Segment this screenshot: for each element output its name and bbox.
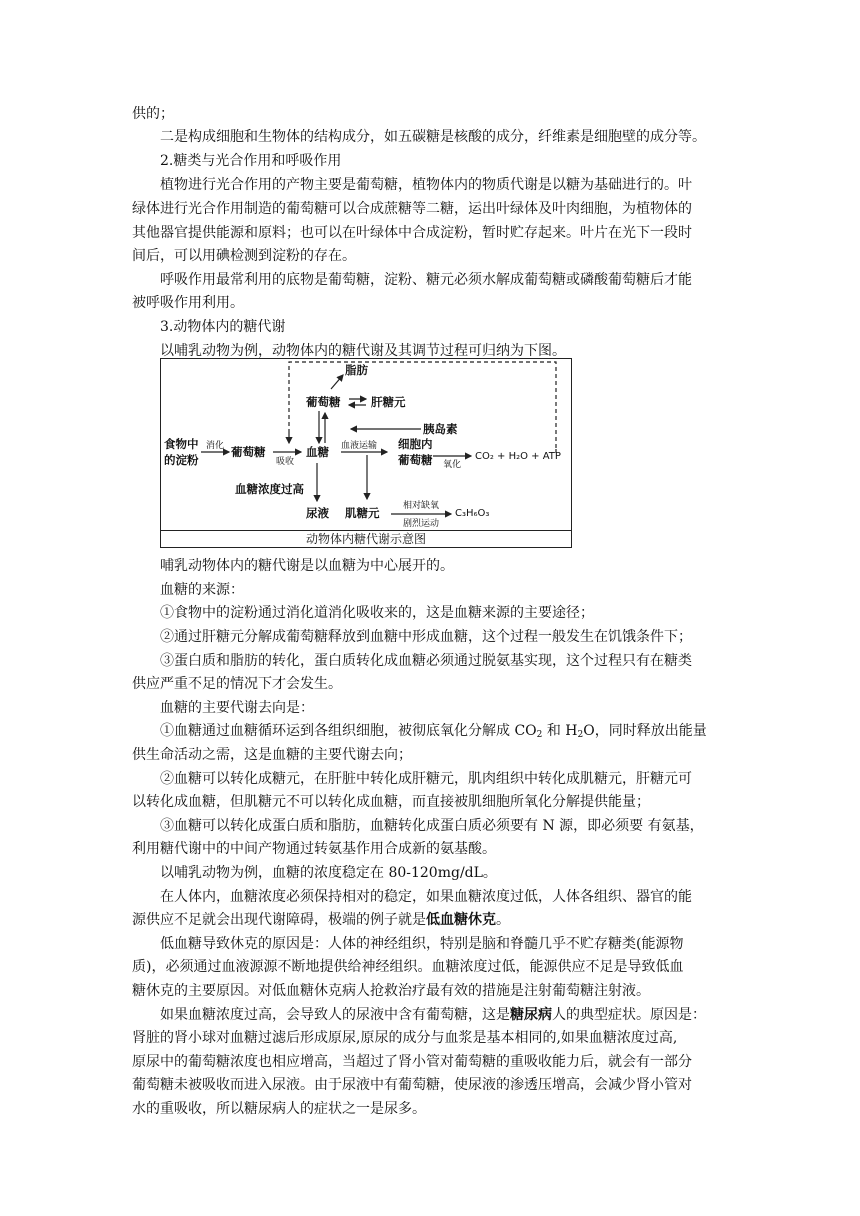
emphasis-term: 低血糖休克 — [426, 912, 496, 928]
muscle-glycogen-label: 肌糖元 — [345, 506, 380, 520]
paragraph-text: 质)，必须通过血液源源不断地提供给神经组织。血糖浓度过低，能源供应不足是导致低血 — [132, 959, 684, 975]
paragraph-text: 植物进行光合作用的产物主要是葡萄糖，植物体内的物质代谢是以糖为基础进行的。叶 — [160, 177, 692, 193]
insulin-label: 胰岛素 — [423, 422, 458, 436]
paragraph-text: ②血糖可以转化成糖元，在肝脏中转化成肝糖元，肌肉组织中转化成肌糖元，肝糖元可 — [160, 771, 692, 787]
blood-sugar-label: 血糖 — [306, 445, 329, 459]
exercise-label: 剧烈运动 — [403, 519, 440, 529]
paragraph-text: 呼吸作用最常利用的底物是葡萄糖，淀粉、糖元必须水解成葡萄糖或磷酸葡萄糖后才能 — [160, 272, 692, 288]
liver-glycogen-label: 肝糖元 — [371, 395, 406, 409]
oxidation-label: 氧化 — [443, 460, 462, 470]
paragraph-text: 供生命活动之需，这是血糖的主要代谢去向； — [132, 747, 412, 763]
lactic-acid-label: C₃H₆O₃ — [455, 508, 490, 519]
paragraph-text: 二是构成细胞和生物体的结构成分，如五碳糖是核酸的成分，纤维素是细胞壁的成分等。 — [160, 129, 706, 145]
paragraph-text: 血糖的来源： — [160, 582, 244, 598]
paragraph-text: 利用糖代谢中的中间产物通过转氨基作用合成新的氨基酸。 — [132, 841, 496, 857]
paragraph-text: 以哺乳动物为例，动物体内的糖代谢及其调节过程可归纳为下图。 — [160, 343, 566, 359]
in-cell-label-1: 细胞内 — [398, 437, 433, 451]
hypoxia-label: 相对缺氧 — [403, 501, 440, 511]
emphasis-term: 糖尿病 — [510, 1007, 552, 1023]
paragraph-text: 其他器官提供能源和原料；也可以在叶绿体中合成淀粉，暂时贮存起来。叶片在光下一段时 — [132, 225, 692, 241]
paragraph-text: 在人体内，血糖浓度必须保持相对的稳定，如果血糖浓度过低，人体各组织、器官的能 — [160, 889, 692, 905]
section-heading: 3.动物体内的糖代谢 — [160, 319, 286, 335]
blood-transport-label: 血液运输 — [341, 441, 378, 451]
glucose-metabolism-diagram — [160, 358, 572, 548]
paragraph-text: 源供应不足就会出现代谢障碍，极端的例子就是低血糖休克。 — [132, 912, 510, 928]
glucose-2-label: 葡萄糖 — [231, 445, 266, 459]
paragraph-text: 以转化成血糖，但肌糖元不可以转化成血糖，而直接被肌细胞所氧化分解提供能量； — [132, 794, 650, 810]
digestion-label: 消化 — [206, 441, 225, 451]
products-label: CO₂ + H₂O + ATP — [475, 451, 561, 462]
paragraph-text: ③蛋白质和脂肪的转化，蛋白质转化成血糖必须通过脱氨基实现，这个过程只有在糖类 — [160, 653, 692, 669]
paragraph-text: ③血糖可以转化成蛋白质和脂肪，血糖转化成蛋白质必须要有 N 源，即必须要 有氨基， — [160, 818, 704, 834]
paragraph-text: ①食物中的淀粉通过消化道消化吸收来的，这是血糖来源的主要途径； — [160, 605, 594, 621]
paragraph-text: ①血糖通过血糖循环运到各组织细胞，被彻底氧化分解成 $CO_2$ 和 $H_2O$，同时释放出能量 — [160, 723, 707, 740]
paragraph-text: 肾脏的肾小球对血糖过滤后形成原尿,原尿的成分与血浆是基本相同的,如果血糖浓度过高, — [132, 1030, 678, 1046]
paragraph-text: 绿体进行光合作用制造的葡萄糖可以合成蔗糖等二糖，运出叶绿体及叶肉细胞，为植物体的 — [132, 201, 692, 217]
food-starch-label-1: 食物中 — [164, 437, 199, 451]
paragraph-text: 葡萄糖未被吸收而进入尿液。由于尿液中有葡萄糖，使尿液的渗透压增高，会减少肾小管对 — [132, 1077, 692, 1093]
in-cell-label-2: 葡萄糖 — [398, 453, 433, 467]
paragraph-text: 哺乳动物体内的糖代谢是以血糖为中心展开的。 — [160, 558, 454, 574]
section-heading: 2.糖类与光合作用和呼吸作用 — [160, 153, 342, 169]
paragraph-text: 水的重吸收，所以糖尿病人的症状之一是尿多。 — [132, 1101, 426, 1117]
food-starch-label-2: 的淀粉 — [164, 453, 199, 467]
fat-label: 脂肪 — [345, 363, 368, 377]
paragraph-text: 以哺乳动物为例，血糖的浓度稳定在 80-120mg/dL。 — [160, 865, 497, 881]
paragraph-text: 如果血糖浓度过高，会导致人的尿液中含有葡萄糖，这是糖尿病人的典型症状。原因是： — [160, 1007, 706, 1023]
urine-label: 尿液 — [306, 506, 329, 520]
paragraph-text: 供应严重不足的情况下才会发生。 — [132, 676, 342, 692]
paragraph-text: 血糖的主要代谢去向是： — [160, 700, 314, 716]
paragraph-text: 被呼吸作用利用。 — [132, 295, 244, 311]
paragraph-text: 糖休克的主要原因。对低血糖休克病人抢救治疗最有效的措施是注射葡萄糖注射液。 — [132, 983, 650, 999]
absorption-label: 吸收 — [276, 457, 295, 467]
glucose-label: 葡萄糖 — [306, 395, 341, 409]
figure-caption: 动物体内糖代谢示意图 — [161, 530, 571, 547]
paragraph-text: 原尿中的葡萄糖浓度也相应增高，当超过了肾小管对葡萄糖的重吸收能力后，就会有一部分 — [132, 1054, 692, 1070]
paragraph-text: ②通过肝糖元分解成葡萄糖释放到血糖中形成血糖，这个过程一般发生在饥饿条件下； — [160, 629, 692, 645]
paragraph-text: 间后，可以用碘检测到淀粉的存在。 — [132, 248, 356, 264]
paragraph-text: 供的； — [132, 106, 174, 122]
paragraph-text: 低血糖导致休克的原因是：人体的神经组织，特别是脑和脊髓几乎不贮存糖类(能源物 — [160, 936, 684, 952]
high-blood-sugar-label: 血糖浓度过高 — [235, 482, 304, 496]
